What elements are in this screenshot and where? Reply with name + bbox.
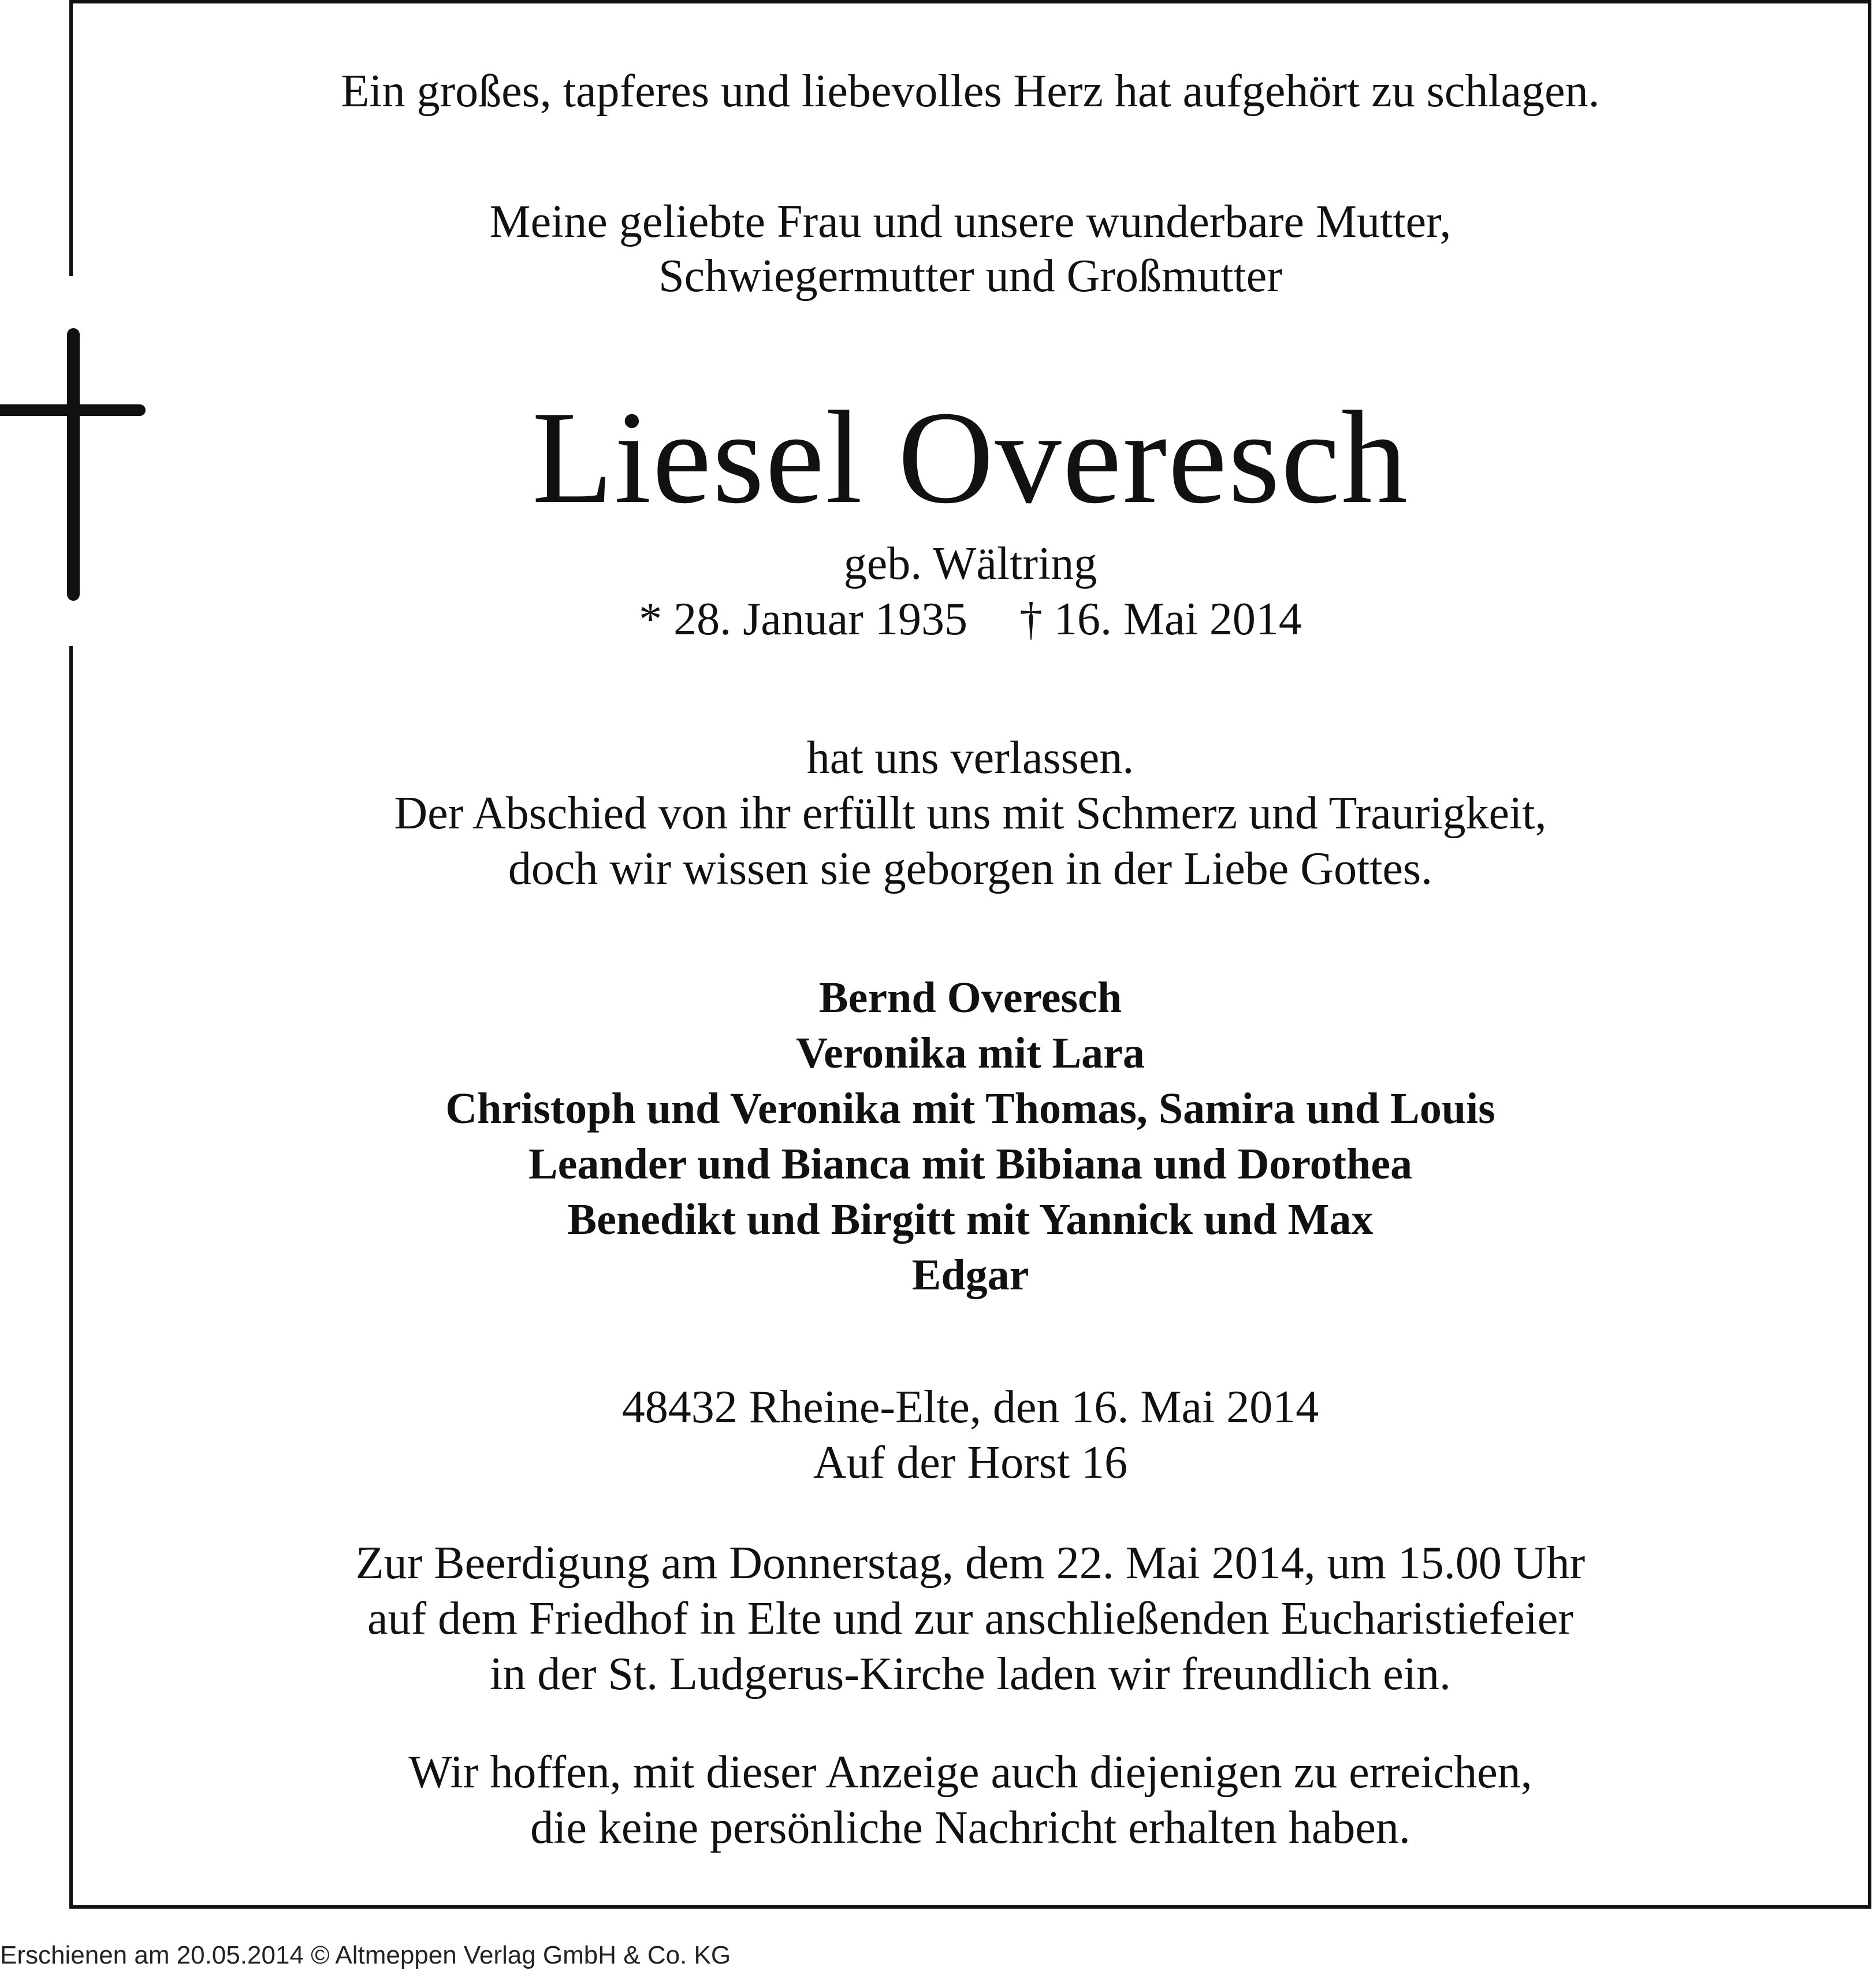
mourner-line: Benedikt und Birgitt mit Yannick und Max — [567, 1195, 1374, 1244]
frame-bottom-border — [69, 1905, 1871, 1909]
cross-vertical-bar — [67, 328, 80, 601]
intro-line: Meine geliebte Frau und unsere wunderbare Mutter, — [489, 196, 1451, 247]
funeral-line: Zur Beerdigung am Donnerstag, dem 22. Mai 2014, um 15.00 Uhr — [355, 1538, 1585, 1589]
frame-left-border-lower — [69, 646, 73, 1909]
mourner-line: Veronika mit Lara — [796, 1029, 1145, 1077]
opening-line: Ein großes, tapferes und liebevolles Herz hat aufgehört zu schlagen. — [341, 66, 1600, 117]
message-line: Der Abschied von ihr erfüllt uns mit Schmerz und Traurigkeit, — [394, 788, 1547, 839]
frame-left-border-upper — [69, 0, 73, 276]
mourner-line: Christoph und Veronika mit Thomas, Samira und Louis — [445, 1084, 1495, 1133]
birth-date: * 28. Januar 1935 — [639, 594, 967, 645]
frame-right-border — [1868, 0, 1871, 1909]
deceased-name: Liesel Overesch — [532, 384, 1409, 531]
address-line: 48432 Rheine-Elte, den 16. Mai 2014 — [621, 1382, 1319, 1433]
funeral-line: in der St. Ludgerus-Kirche laden wir freundlich ein. — [490, 1649, 1451, 1700]
funeral-line: auf dem Friedhof in Elte und zur anschließenden Eucharistiefeier — [367, 1593, 1574, 1644]
life-dates — [104, 593, 1837, 646]
mourner-line: Edgar — [911, 1251, 1029, 1299]
closing-line: Wir hoffen, mit dieser Anzeige auch diejenigen zu erreichen, — [408, 1747, 1532, 1798]
closing-line: die keine persönliche Nachricht erhalten haben. — [530, 1802, 1410, 1853]
message-line: hat uns verlassen. — [806, 733, 1134, 783]
publication-footer: Erschienen am 20.05.2014 © Altmeppen Verlag GmbH & Co. KG — [0, 1941, 731, 1969]
mourner-line: Leander und Bianca mit Bibiana und Dorothea — [528, 1140, 1413, 1188]
death-date: † 16. Mai 2014 — [1019, 594, 1302, 645]
frame-top-border — [69, 0, 1871, 3]
message-line: doch wir wissen sie geborgen in der Liebe Gottes. — [508, 843, 1433, 894]
maiden-name: geb. Wältring — [843, 538, 1097, 589]
mourner-line: Bernd Overesch — [818, 973, 1122, 1022]
address-line: Auf der Horst 16 — [813, 1437, 1128, 1488]
intro-line: Schwiegermutter und Großmutter — [658, 251, 1282, 302]
